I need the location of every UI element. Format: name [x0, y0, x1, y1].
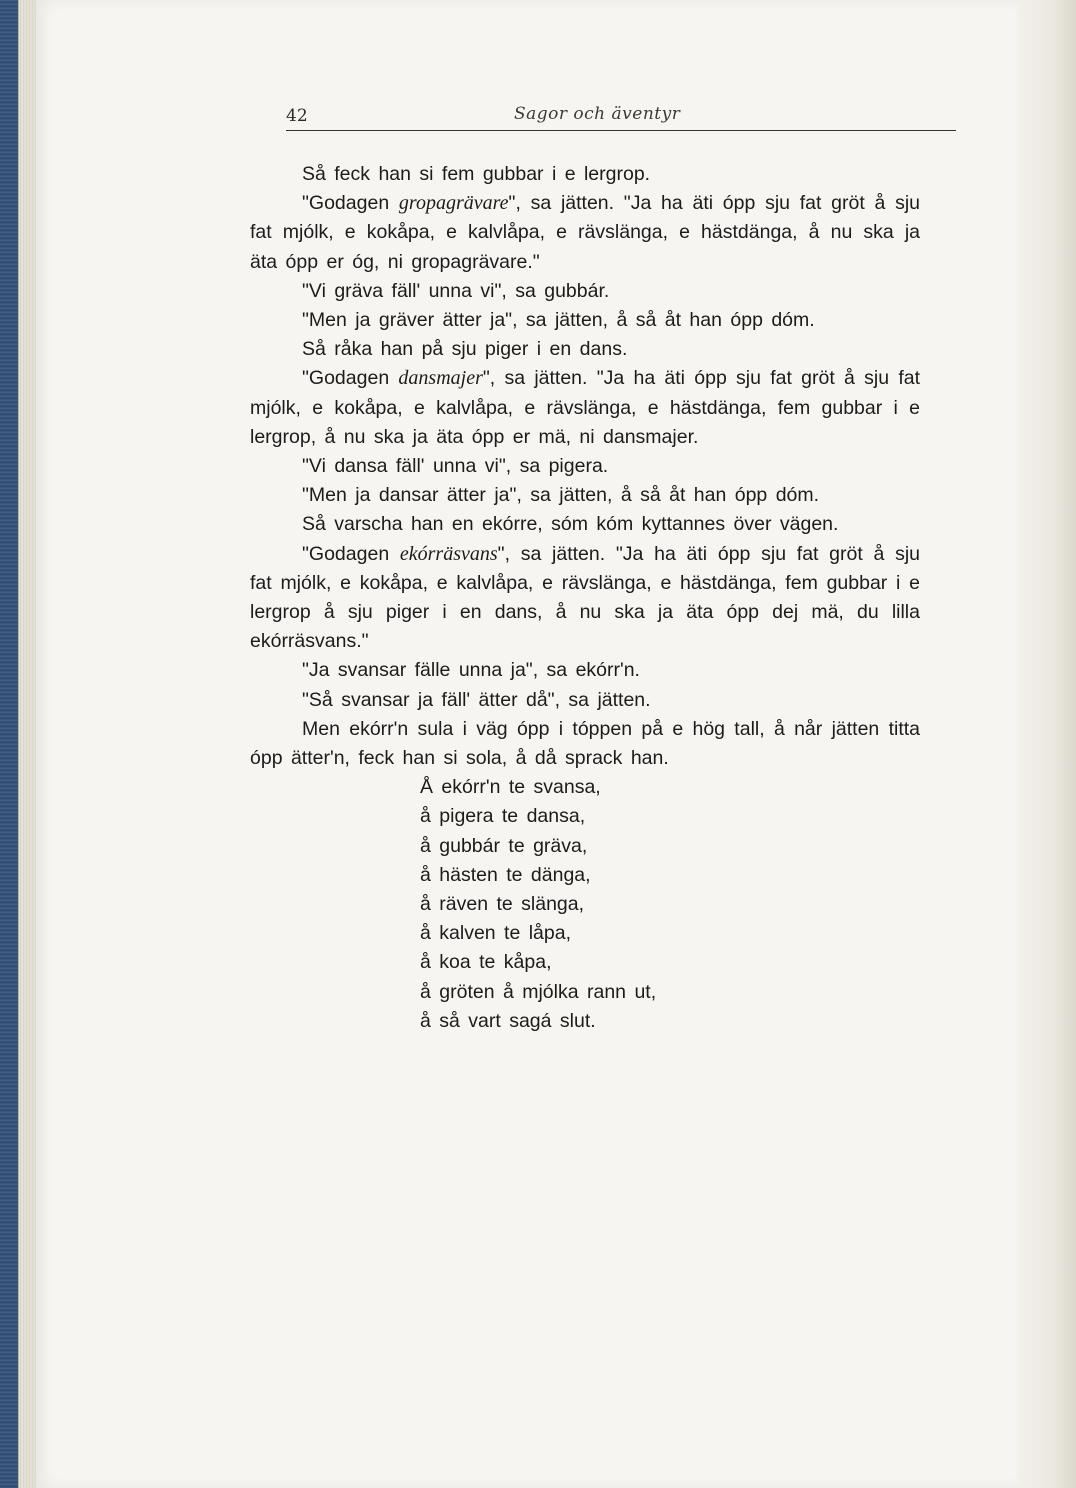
emphasized-word: ekórräsvans [399, 542, 498, 565]
verse-line: å gubbár te gräva, [420, 834, 588, 857]
paragraph: "Vi gräva fäll' unna vi", sa gubbár. [302, 279, 610, 302]
page-number: 42 [286, 106, 308, 126]
running-header [286, 104, 956, 131]
verse-line: å räven te slänga, [420, 893, 585, 916]
running-title: Sagor och äventyr [514, 104, 681, 124]
verse-line: Å ekórr'n te svansa, [420, 776, 601, 799]
paragraph: "Godagen ekórräsvans", sa jätten. "Ja ha äti ópp sju fat gröt å sju fat mjólk, e kokåpa, e kalvlåpa, e rävslänga, e hästdänga, fem gubbar i e lergrop å sju piger i en dans, å nu ska ja äta ópp dej mä, du lilla ekórräsvans." [250, 542, 921, 653]
facing-page-edge [1017, 0, 1076, 1488]
paragraph: Men ekórr'n sula i väg ópp i tóppen på e hög tall, å når jätten titta ópp ätter'n, feck han si sola, å då sprack han. [250, 717, 920, 770]
paragraph: "Så svansar ja fäll' ätter då", sa jätten. [302, 688, 651, 711]
emphasized-word: dansmajer [398, 367, 483, 390]
paragraph: "Godagen gropagrävare", sa jätten. "Ja ha äti ópp sju fat gröt å sju fat mjólk, e kokåpa, e kalvlåpa, e rävslänga, e hästdänga, å nu ska ja äta ópp er óg, ni gropagrävare." [250, 192, 921, 273]
verse-line: å pigera te dansa, [420, 805, 586, 828]
paragraph: "Ja svansar fälle unna ja", sa ekórr'n. [302, 659, 640, 682]
story-text [250, 160, 920, 1036]
paragraph: Så råka han på sju piger i en dans. [302, 338, 628, 361]
verse-line: å hästen te dänga, [420, 863, 591, 886]
paragraph: "Men ja dansar ätter ja", sa jätten, å så åt han ópp dóm. [302, 484, 820, 507]
paragraph: "Men ja gräver ätter ja", sa jätten, å så åt han ópp dóm. [302, 309, 815, 332]
closing-verse [250, 773, 920, 1036]
verse-line: å så vart sagá slut. [420, 1009, 596, 1032]
verse-line: å kalven te låpa, [420, 922, 572, 945]
emphasized-word: gropagrävare [398, 192, 509, 215]
verse-line: å gröten å mjólka rann ut, [420, 980, 657, 1003]
paragraph: Så feck han si fem gubbar i e lergrop. [302, 163, 651, 185]
paragraph: "Vi dansa fäll' unna vi", sa pigera. [302, 455, 609, 478]
paragraph: "Godagen dansmajer", sa jätten. "Ja ha äti ópp sju fat gröt å sju fat mjólk, e kokåpa, e kalvlåpa, e rävslänga, e hästdänga, fem gubbar i e lergrop, å nu ska ja äta ópp er mä, ni dansmajer. [250, 367, 920, 448]
verse-line: å koa te kåpa, [420, 951, 552, 974]
paragraph: Så varscha han en ekórre, sóm kóm kyttannes över vägen. [302, 513, 839, 536]
